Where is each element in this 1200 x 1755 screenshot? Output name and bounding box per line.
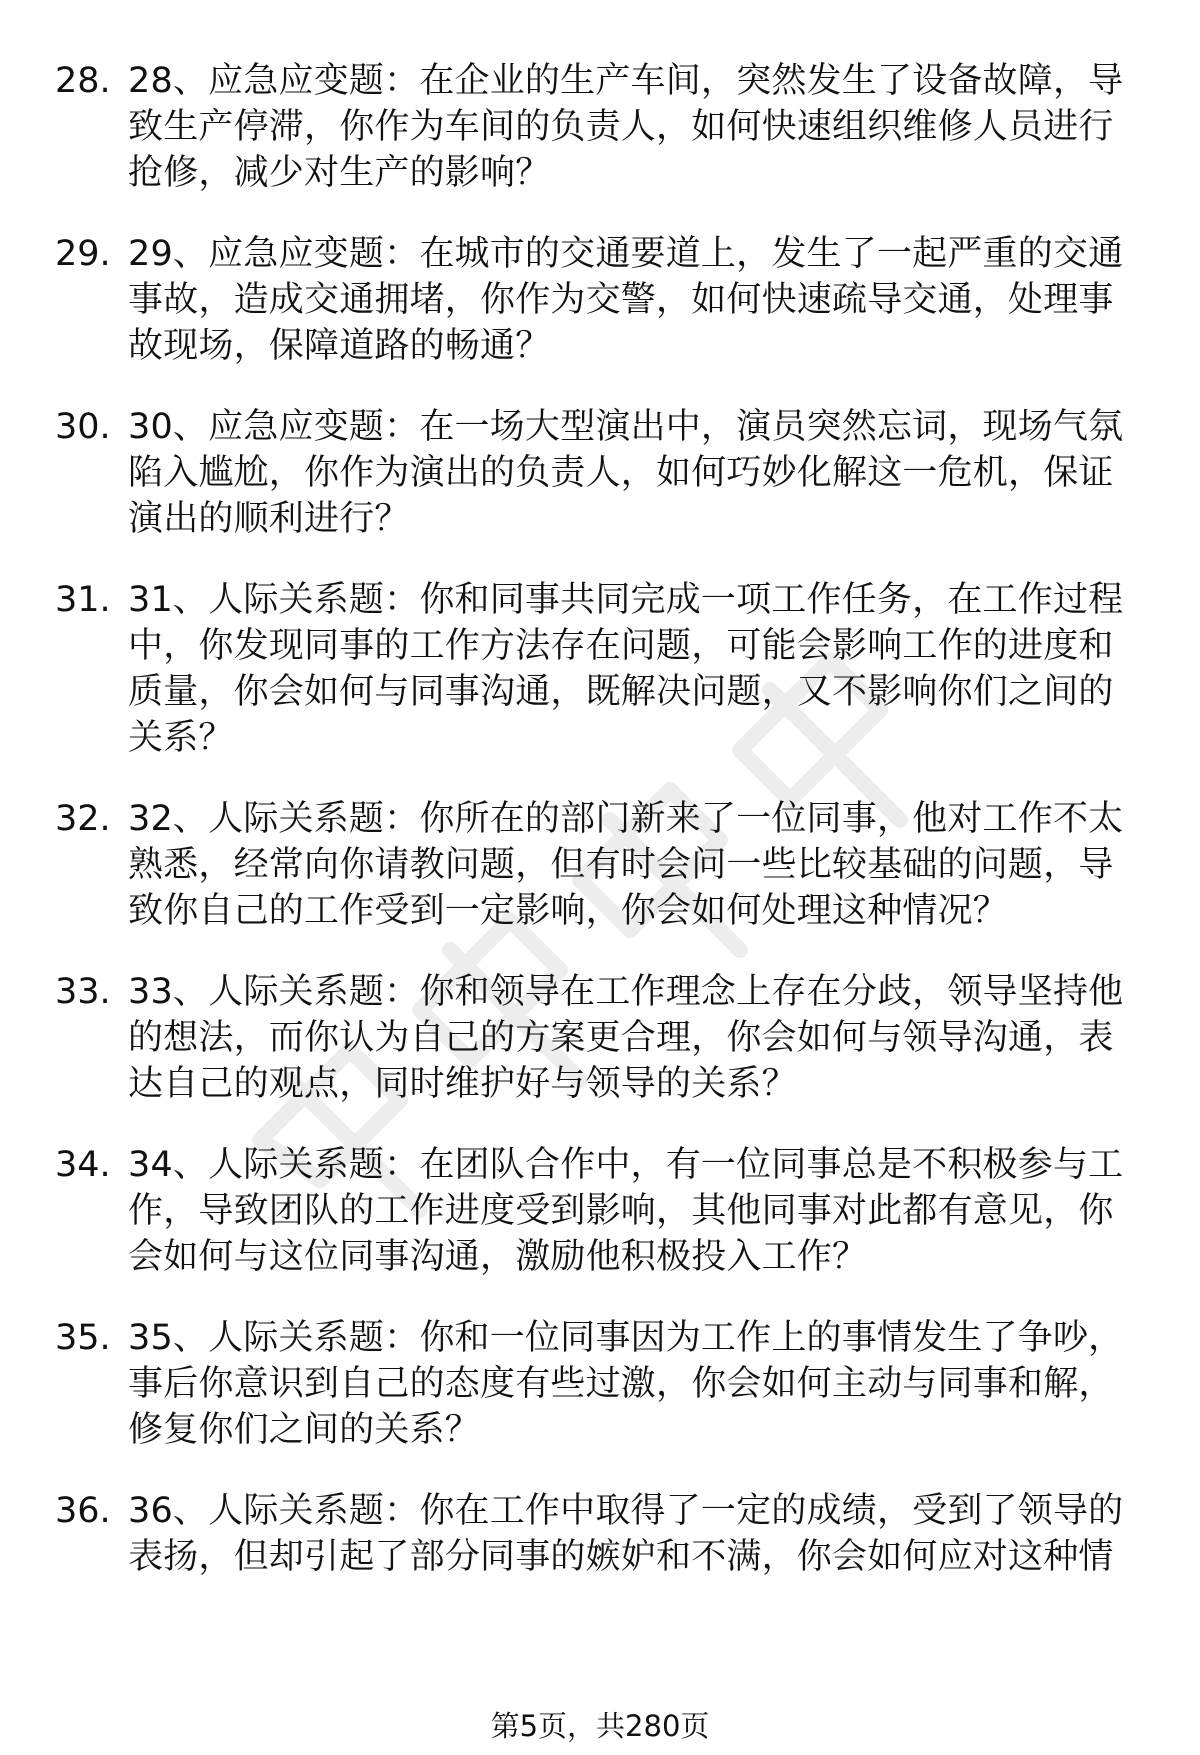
question-text: 29、应急应变题：在城市的交通要道上，发生了一起严重的交通事故，造成交通拥堵，你作为交警，如何快速疏导交通，处理事故现场，保障道路的畅通？ [128, 234, 1124, 366]
question-number: 35. [55, 1318, 111, 1358]
question-number: 28. [55, 61, 111, 101]
question-text: 30、应急应变题：在一场大型演出中，演员突然忘词，现场气氛陷入尴尬，你作为演出的负责人，如何巧妙化解这一危机，保证演出的顺利进行？ [128, 407, 1124, 539]
list-item [0, 231, 1200, 369]
list-item [0, 1142, 1200, 1280]
question-text: 28、应急应变题：在企业的生产车间，突然发生了设备故障，导致生产停滞，你作为车间的负责人，如何快速组织维修人员进行抢修，减少对生产的影响？ [128, 61, 1124, 193]
list-item [0, 1488, 1200, 1580]
question-text: 33、人际关系题：你和领导在工作理念上存在分歧，领导坚持他的想法，而你认为自己的方案更合理，你会如何与领导沟通，表达自己的观点，同时维护好与领导的关系？ [128, 972, 1124, 1104]
list-item [0, 577, 1200, 761]
question-number: 29. [55, 234, 111, 274]
question-number: 34. [55, 1145, 111, 1185]
list-item [0, 796, 1200, 934]
question-number: 33. [55, 972, 111, 1012]
question-list [0, 58, 1200, 1615]
page-footer: 第5页，共280页 [490, 1709, 710, 1743]
list-item [0, 58, 1200, 196]
question-number: 30. [55, 407, 111, 447]
question-text: 36、人际关系题：你在工作中取得了一定的成绩，受到了领导的表扬，但却引起了部分同事的嫉妒和不满，你会如何应对这种情 [128, 1491, 1124, 1577]
list-item [0, 404, 1200, 542]
question-number: 32. [55, 799, 111, 839]
question-text: 31、人际关系题：你和同事共同完成一项工作任务，在工作过程中，你发现同事的工作方法存在问题，可能会影响工作的进度和质量，你会如何与同事沟通，既解决问题，又不影响你们之间的关系？ [128, 580, 1124, 758]
question-number: 36. [55, 1491, 111, 1531]
question-number: 31. [55, 580, 111, 620]
list-item [0, 1315, 1200, 1453]
list-item [0, 969, 1200, 1107]
question-text: 35、人际关系题：你和一位同事因为工作上的事情发生了争吵，事后你意识到自己的态度有些过激，你会如何主动与同事和解，修复你们之间的关系？ [128, 1318, 1124, 1450]
question-text: 34、人际关系题：在团队合作中，有一位同事总是不积极参与工作，导致团队的工作进度受到影响，其他同事对此都有意见，你会如何与这位同事沟通，激励他积极投入工作？ [128, 1145, 1124, 1277]
question-text: 32、人际关系题：你所在的部门新来了一位同事，他对工作不太熟悉，经常向你请教问题，但有时会问一些比较基础的问题，导致你自己的工作受到一定影响，你会如何处理这种情况？ [128, 799, 1124, 931]
